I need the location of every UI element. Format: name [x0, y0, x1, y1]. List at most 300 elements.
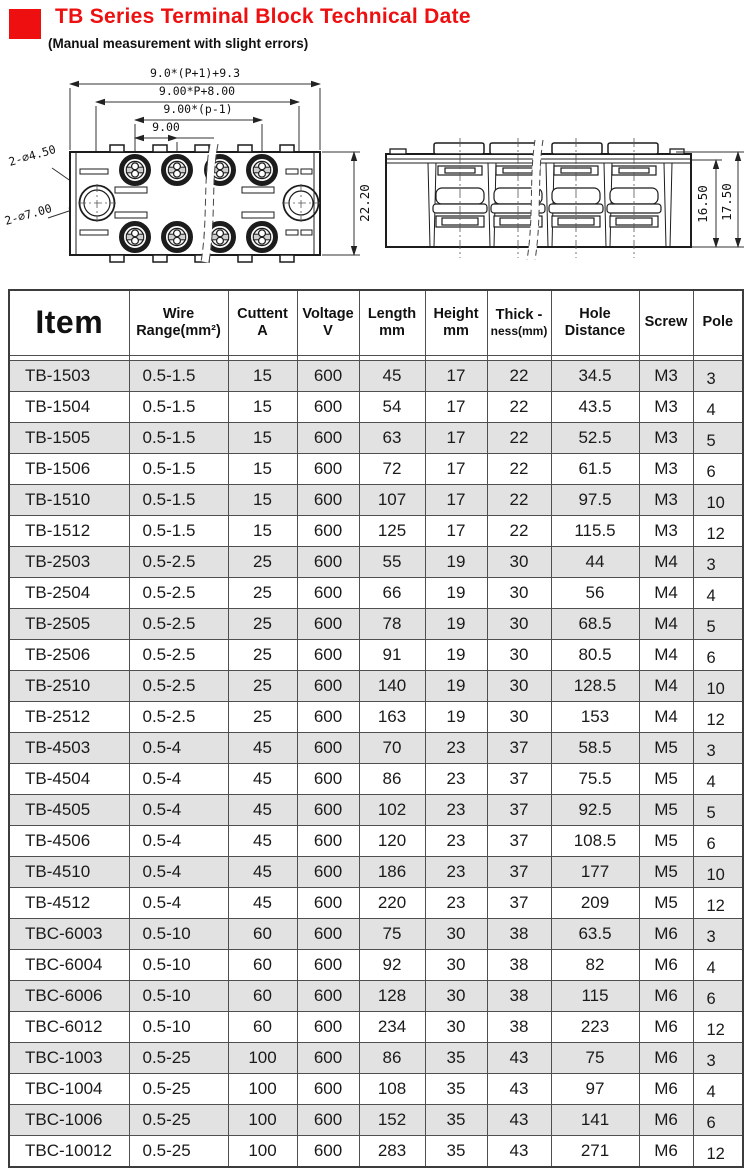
cell-screw: M5: [639, 826, 693, 857]
cell-length: 128: [359, 981, 425, 1012]
col-header-length: Length mm: [359, 290, 425, 356]
table-row: [9, 392, 743, 423]
col-header-hole-distance: Hole Distance: [551, 290, 639, 356]
cell-hole-distance: 209: [551, 888, 639, 919]
cell-wire-range: 0.5-2.5: [129, 547, 228, 578]
col-header-wire-range: Wire Range(mm²): [129, 290, 228, 356]
cell-length: 102: [359, 795, 425, 826]
cell-hole-distance: 223: [551, 1012, 639, 1043]
cell-length: 120: [359, 826, 425, 857]
cell-screw: M6: [639, 981, 693, 1012]
dim-width: 22.20: [357, 184, 372, 222]
cell-thickness: 30: [487, 578, 551, 609]
cell-current: 15: [228, 392, 297, 423]
table-row: [9, 578, 743, 609]
cell-height: 19: [425, 547, 487, 578]
cell-wire-range: 0.5-4: [129, 888, 228, 919]
cell-length: 125: [359, 516, 425, 547]
cell-hole-distance: 80.5: [551, 640, 639, 671]
cell-hole-distance: 115: [551, 981, 639, 1012]
cell-voltage: 600: [297, 485, 359, 516]
cell-height: 30: [425, 919, 487, 950]
cell-wire-range: 0.5-4: [129, 826, 228, 857]
cell-wire-range: 0.5-1.5: [129, 361, 228, 392]
dim-overall-length: 9.0*(P+1)+9.3: [149, 66, 241, 80]
cell-voltage: 600: [297, 423, 359, 454]
page-title: TB Series Terminal Block Technical Date: [55, 5, 471, 28]
cell-screw: M5: [639, 857, 693, 888]
cell-height: 23: [425, 888, 487, 919]
cell-hole-distance: 271: [551, 1136, 639, 1168]
cell-voltage: 600: [297, 919, 359, 950]
cell-pole: 10: [693, 485, 743, 516]
cell-length: 86: [359, 1043, 425, 1074]
cell-current: 15: [228, 423, 297, 454]
cell-thickness: 30: [487, 702, 551, 733]
col-header-screw: Screw: [639, 290, 693, 356]
cell-wire-range: 0.5-2.5: [129, 702, 228, 733]
cell-voltage: 600: [297, 1012, 359, 1043]
cell-voltage: 600: [297, 1105, 359, 1136]
cell-screw: M3: [639, 423, 693, 454]
cell-voltage: 600: [297, 857, 359, 888]
cell-pole: 3: [693, 1043, 743, 1074]
cell-pole: 6: [693, 981, 743, 1012]
cell-wire-range: 0.5-2.5: [129, 671, 228, 702]
red-square-bullet: [9, 9, 41, 39]
cell-thickness: 37: [487, 764, 551, 795]
table-row: [9, 857, 743, 888]
cell-length: 152: [359, 1105, 425, 1136]
cell-hole-distance: 108.5: [551, 826, 639, 857]
cell-height: 35: [425, 1043, 487, 1074]
col-header-current: Cuttent A: [228, 290, 297, 356]
table-row: [9, 919, 743, 950]
cell-item: TB-4512: [9, 888, 129, 919]
cell-thickness: 43: [487, 1043, 551, 1074]
cell-thickness: 43: [487, 1136, 551, 1168]
cell-height: 19: [425, 609, 487, 640]
cell-thickness: 30: [487, 547, 551, 578]
cell-pole: 3: [693, 547, 743, 578]
cell-item: TB-1510: [9, 485, 129, 516]
table-row: [9, 1043, 743, 1074]
cell-hole-distance: 43.5: [551, 392, 639, 423]
cell-item: TBC-1003: [9, 1043, 129, 1074]
cell-screw: M3: [639, 361, 693, 392]
cell-height: 23: [425, 764, 487, 795]
cell-hole-distance: 58.5: [551, 733, 639, 764]
page-subtitle: (Manual measurement with slight errors): [48, 36, 309, 51]
cell-wire-range: 0.5-4: [129, 857, 228, 888]
cell-hole-distance: 75.5: [551, 764, 639, 795]
cell-current: 15: [228, 485, 297, 516]
cell-screw: M4: [639, 578, 693, 609]
cell-item: TB-4506: [9, 826, 129, 857]
cell-pole: 12: [693, 888, 743, 919]
cell-voltage: 600: [297, 826, 359, 857]
cell-item: TB-1506: [9, 454, 129, 485]
cell-item: TB-4510: [9, 857, 129, 888]
cell-thickness: 38: [487, 919, 551, 950]
cell-wire-range: 0.5-2.5: [129, 578, 228, 609]
cell-screw: M5: [639, 795, 693, 826]
table-row: [9, 950, 743, 981]
cell-screw: M4: [639, 702, 693, 733]
cell-item: TB-1503: [9, 361, 129, 392]
cell-item: TBC-6004: [9, 950, 129, 981]
cell-hole-distance: 115.5: [551, 516, 639, 547]
cell-hole-distance: 44: [551, 547, 639, 578]
cell-current: 45: [228, 764, 297, 795]
cell-height: 23: [425, 795, 487, 826]
cell-screw: M4: [639, 671, 693, 702]
cell-height: 23: [425, 826, 487, 857]
cell-current: 100: [228, 1074, 297, 1105]
cell-pole: 4: [693, 1074, 743, 1105]
cell-voltage: 600: [297, 516, 359, 547]
table-row: [9, 485, 743, 516]
cell-thickness: 22: [487, 485, 551, 516]
cell-current: 60: [228, 1012, 297, 1043]
cell-height: 35: [425, 1105, 487, 1136]
cell-length: 220: [359, 888, 425, 919]
cell-length: 163: [359, 702, 425, 733]
cell-height: 30: [425, 1012, 487, 1043]
cell-item: TBC-1004: [9, 1074, 129, 1105]
table-row: [9, 888, 743, 919]
cell-length: 55: [359, 547, 425, 578]
cell-hole-distance: 128.5: [551, 671, 639, 702]
cell-wire-range: 0.5-25: [129, 1136, 228, 1168]
cell-wire-range: 0.5-25: [129, 1105, 228, 1136]
cell-voltage: 600: [297, 795, 359, 826]
cell-height: 17: [425, 392, 487, 423]
cell-pole: 5: [693, 795, 743, 826]
cell-height: 19: [425, 578, 487, 609]
cell-hole-distance: 61.5: [551, 454, 639, 485]
cell-voltage: 600: [297, 547, 359, 578]
cell-current: 60: [228, 950, 297, 981]
spec-table-body: [9, 356, 743, 1168]
cell-item: TB-2510: [9, 671, 129, 702]
cell-item: TB-2506: [9, 640, 129, 671]
spec-table-header: [9, 290, 743, 356]
side-view-drawing: [376, 62, 750, 284]
cell-length: 108: [359, 1074, 425, 1105]
cell-pole: 4: [693, 578, 743, 609]
cell-current: 25: [228, 609, 297, 640]
cell-screw: M6: [639, 919, 693, 950]
cell-length: 54: [359, 392, 425, 423]
cell-screw: M3: [639, 392, 693, 423]
cell-current: 45: [228, 857, 297, 888]
table-row: [9, 826, 743, 857]
cell-item: TBC-6012: [9, 1012, 129, 1043]
cell-voltage: 600: [297, 640, 359, 671]
cell-length: 186: [359, 857, 425, 888]
spec-table: [8, 289, 744, 1168]
cell-height: 17: [425, 423, 487, 454]
col-header-voltage: Voltage V: [297, 290, 359, 356]
cell-pole: 12: [693, 1012, 743, 1043]
cell-current: 45: [228, 795, 297, 826]
cell-length: 107: [359, 485, 425, 516]
label-mount-holes: 2-∅4.50: [6, 142, 58, 169]
cell-pole: 3: [693, 361, 743, 392]
cell-length: 72: [359, 454, 425, 485]
cell-voltage: 600: [297, 609, 359, 640]
table-row: [9, 1136, 743, 1168]
label-end-holes: 2-∅7.00: [2, 201, 54, 228]
cell-voltage: 600: [297, 671, 359, 702]
cell-screw: M3: [639, 485, 693, 516]
cell-voltage: 600: [297, 888, 359, 919]
col-header-thickness: Thick - ness(mm): [487, 290, 551, 356]
cell-current: 25: [228, 578, 297, 609]
cell-length: 140: [359, 671, 425, 702]
table-row: [9, 423, 743, 454]
cell-voltage: 600: [297, 764, 359, 795]
cell-item: TB-4504: [9, 764, 129, 795]
cell-pole: 3: [693, 919, 743, 950]
table-row: [9, 733, 743, 764]
cell-thickness: 38: [487, 1012, 551, 1043]
table-row: [9, 454, 743, 485]
table-row: [9, 702, 743, 733]
technical-drawings: [0, 62, 750, 287]
cell-pole: 12: [693, 1136, 743, 1168]
cell-thickness: 22: [487, 392, 551, 423]
cell-height: 35: [425, 1136, 487, 1168]
cell-hole-distance: 92.5: [551, 795, 639, 826]
cell-pole: 4: [693, 392, 743, 423]
cell-item: TB-1504: [9, 392, 129, 423]
cell-pole: 10: [693, 671, 743, 702]
cell-item: TBC-6006: [9, 981, 129, 1012]
cell-thickness: 30: [487, 609, 551, 640]
cell-wire-range: 0.5-10: [129, 950, 228, 981]
cell-current: 15: [228, 516, 297, 547]
cell-hole-distance: 68.5: [551, 609, 639, 640]
cell-thickness: 22: [487, 516, 551, 547]
table-row: [9, 361, 743, 392]
cell-thickness: 38: [487, 981, 551, 1012]
top-view-drawing: [2, 62, 378, 284]
cell-current: 60: [228, 919, 297, 950]
cell-hole-distance: 141: [551, 1105, 639, 1136]
cell-thickness: 22: [487, 454, 551, 485]
cell-height: 17: [425, 516, 487, 547]
cell-current: 100: [228, 1136, 297, 1168]
cell-height: 17: [425, 485, 487, 516]
cell-thickness: 37: [487, 888, 551, 919]
cell-height: 30: [425, 950, 487, 981]
cell-screw: M4: [639, 640, 693, 671]
cell-hole-distance: 82: [551, 950, 639, 981]
cell-pole: 5: [693, 609, 743, 640]
cell-pole: 12: [693, 516, 743, 547]
cell-current: 25: [228, 702, 297, 733]
cell-height: 17: [425, 454, 487, 485]
col-header-height: Height mm: [425, 290, 487, 356]
table-row: [9, 516, 743, 547]
cell-hole-distance: 97.5: [551, 485, 639, 516]
cell-length: 92: [359, 950, 425, 981]
dim-total-height: 17.50: [719, 183, 734, 221]
cell-height: 30: [425, 981, 487, 1012]
cell-item: TB-4503: [9, 733, 129, 764]
cell-thickness: 43: [487, 1074, 551, 1105]
cell-item: TB-2512: [9, 702, 129, 733]
cell-thickness: 43: [487, 1105, 551, 1136]
cell-pole: 10: [693, 857, 743, 888]
cell-length: 283: [359, 1136, 425, 1168]
cell-wire-range: 0.5-4: [129, 733, 228, 764]
table-row: [9, 1012, 743, 1043]
cell-pole: 12: [693, 702, 743, 733]
cell-thickness: 22: [487, 423, 551, 454]
cell-hole-distance: 153: [551, 702, 639, 733]
cell-hole-distance: 97: [551, 1074, 639, 1105]
cell-thickness: 38: [487, 950, 551, 981]
cell-length: 45: [359, 361, 425, 392]
cell-current: 100: [228, 1043, 297, 1074]
cell-voltage: 600: [297, 981, 359, 1012]
cell-thickness: 37: [487, 826, 551, 857]
table-row: [9, 1074, 743, 1105]
cell-item: TB-4505: [9, 795, 129, 826]
cell-wire-range: 0.5-1.5: [129, 423, 228, 454]
cell-pole: 6: [693, 454, 743, 485]
table-row: [9, 547, 743, 578]
cell-screw: M5: [639, 733, 693, 764]
cell-height: 23: [425, 733, 487, 764]
cell-height: 23: [425, 857, 487, 888]
dim-mount-length: 9.00*P+8.00: [158, 84, 236, 98]
cell-thickness: 37: [487, 733, 551, 764]
cell-wire-range: 0.5-1.5: [129, 516, 228, 547]
cell-current: 25: [228, 640, 297, 671]
cell-item: TB-2504: [9, 578, 129, 609]
table-row: [9, 609, 743, 640]
cell-thickness: 30: [487, 640, 551, 671]
cell-item: TB-1512: [9, 516, 129, 547]
cell-screw: M5: [639, 764, 693, 795]
cell-length: 91: [359, 640, 425, 671]
cell-current: 60: [228, 981, 297, 1012]
cell-length: 86: [359, 764, 425, 795]
cell-thickness: 37: [487, 795, 551, 826]
cell-voltage: 600: [297, 950, 359, 981]
cell-item: TBC-10012: [9, 1136, 129, 1168]
table-row: [9, 1105, 743, 1136]
cell-item: TBC-1006: [9, 1105, 129, 1136]
cell-current: 15: [228, 361, 297, 392]
table-row: [9, 640, 743, 671]
cell-thickness: 30: [487, 671, 551, 702]
cell-wire-range: 0.5-1.5: [129, 485, 228, 516]
cell-wire-range: 0.5-2.5: [129, 609, 228, 640]
cell-length: 234: [359, 1012, 425, 1043]
cell-length: 78: [359, 609, 425, 640]
cell-current: 45: [228, 888, 297, 919]
cell-voltage: 600: [297, 702, 359, 733]
col-header-item: Item: [9, 290, 129, 356]
cell-wire-range: 0.5-25: [129, 1043, 228, 1074]
cell-pole: 6: [693, 640, 743, 671]
cell-voltage: 600: [297, 361, 359, 392]
cell-length: 63: [359, 423, 425, 454]
cell-voltage: 600: [297, 454, 359, 485]
cell-length: 75: [359, 919, 425, 950]
cell-current: 25: [228, 547, 297, 578]
cell-item: TB-2503: [9, 547, 129, 578]
cell-current: 45: [228, 826, 297, 857]
cell-wire-range: 0.5-10: [129, 1012, 228, 1043]
cell-height: 35: [425, 1074, 487, 1105]
cell-current: 45: [228, 733, 297, 764]
cell-hole-distance: 34.5: [551, 361, 639, 392]
cell-voltage: 600: [297, 733, 359, 764]
cell-voltage: 600: [297, 1043, 359, 1074]
table-row: [9, 764, 743, 795]
cell-current: 100: [228, 1105, 297, 1136]
cell-length: 70: [359, 733, 425, 764]
cell-height: 17: [425, 361, 487, 392]
table-row: [9, 795, 743, 826]
cell-pole: 4: [693, 950, 743, 981]
cell-wire-range: 0.5-1.5: [129, 392, 228, 423]
cell-hole-distance: 63.5: [551, 919, 639, 950]
cell-wire-range: 0.5-25: [129, 1074, 228, 1105]
cell-pole: 5: [693, 423, 743, 454]
cell-screw: M6: [639, 1105, 693, 1136]
cell-screw: M5: [639, 888, 693, 919]
cell-height: 19: [425, 702, 487, 733]
cell-item: TBC-6003: [9, 919, 129, 950]
cell-current: 15: [228, 454, 297, 485]
cell-thickness: 37: [487, 857, 551, 888]
cell-pole: 4: [693, 764, 743, 795]
cell-hole-distance: 52.5: [551, 423, 639, 454]
cell-height: 19: [425, 640, 487, 671]
cell-voltage: 600: [297, 1136, 359, 1168]
dim-pole-span: 9.00*(p-1): [163, 102, 233, 116]
cell-screw: M3: [639, 454, 693, 485]
cell-hole-distance: 56: [551, 578, 639, 609]
cell-hole-distance: 177: [551, 857, 639, 888]
cell-thickness: 22: [487, 361, 551, 392]
cell-wire-range: 0.5-10: [129, 919, 228, 950]
cell-screw: M6: [639, 950, 693, 981]
cell-pole: 3: [693, 733, 743, 764]
dim-pitch: 9.00: [152, 120, 180, 134]
cell-screw: M6: [639, 1012, 693, 1043]
table-row: [9, 981, 743, 1012]
cell-screw: M6: [639, 1074, 693, 1105]
cell-voltage: 600: [297, 1074, 359, 1105]
cell-wire-range: 0.5-2.5: [129, 640, 228, 671]
cell-wire-range: 0.5-1.5: [129, 454, 228, 485]
cell-voltage: 600: [297, 392, 359, 423]
cell-pole: 6: [693, 1105, 743, 1136]
cell-hole-distance: 75: [551, 1043, 639, 1074]
cell-current: 25: [228, 671, 297, 702]
cell-screw: M6: [639, 1136, 693, 1168]
cell-screw: M4: [639, 609, 693, 640]
cell-wire-range: 0.5-10: [129, 981, 228, 1012]
